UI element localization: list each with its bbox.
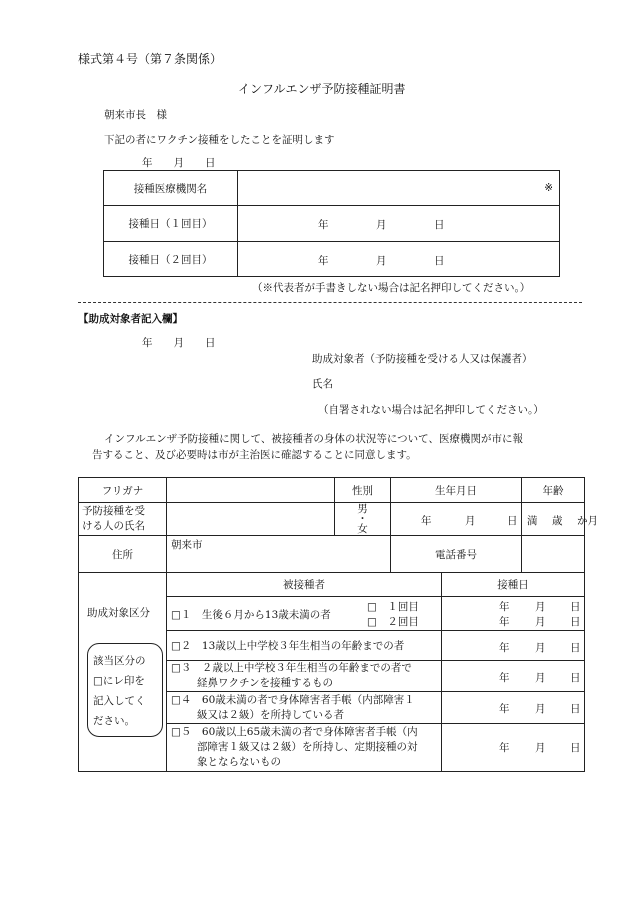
institution-label: 接種医療機関名 xyxy=(104,171,238,206)
furigana-label: フリガナ xyxy=(79,478,167,503)
consent-line-2: 告すること、及び必要時は市が主治医に確認することに同意します。 xyxy=(92,449,417,461)
sex-female[interactable]: 女 xyxy=(357,523,368,535)
category-table xyxy=(78,572,585,772)
dose1-label: 接種日（１回目） xyxy=(104,206,238,242)
dose2-checkbox[interactable]: □ ２回目 xyxy=(367,616,419,628)
vaccinee-header: 被接種者 xyxy=(167,573,442,597)
furigana-field[interactable] xyxy=(167,478,335,503)
dose2-date-field[interactable]: 年 月 日 xyxy=(238,242,560,277)
info-table xyxy=(78,477,598,573)
phone-label: 電話番号 xyxy=(391,536,522,573)
birthdate-field[interactable]: 年 月 日 xyxy=(391,503,522,536)
category-label-cell xyxy=(79,573,167,772)
category-row-1[interactable]: □１ 生後６月から13歳未満の者 □ １回目 □ ２回目 xyxy=(167,597,442,631)
sex-label: 性別 xyxy=(335,478,391,503)
instruction-text: 該当区分の □にレ印を 記入してく ださい。 xyxy=(93,655,146,727)
address-label: 住所 xyxy=(79,536,167,573)
cert-date-line: 年 月 日 xyxy=(142,157,216,169)
addressee: 朝来市長 様 xyxy=(104,109,167,121)
age-label: 年齢 xyxy=(522,478,585,503)
phone-field[interactable] xyxy=(522,536,585,573)
sex-choice[interactable]: 男 ・ 女 xyxy=(335,503,391,536)
name-label: 予防接種を受 ける人の氏名 xyxy=(79,503,167,536)
applicant-heading: 【助成対象者記入欄】 xyxy=(78,313,183,325)
form-number: 様式第４号（第７条関係） xyxy=(78,52,223,66)
birthdate-label: 生年月日 xyxy=(391,478,522,503)
category-row-4[interactable]: □４ 60歳未満の者で身体障害者手帳（内部障害１ 級又は２級）を所持している者 xyxy=(167,692,442,724)
page-title: インフルエンザ予防接種証明書 xyxy=(238,82,406,96)
institution-mark: ※ xyxy=(544,182,553,194)
sex-male[interactable]: 男 xyxy=(357,503,368,515)
cut-line xyxy=(78,302,582,303)
category-row-3-date[interactable]: 年 月 日 xyxy=(442,661,585,692)
age-field[interactable]: 満 歳 か月 xyxy=(522,503,585,536)
date-header: 接種日 xyxy=(442,573,585,597)
applicant-label: 助成対象者（予防接種を受ける人又は保護者） xyxy=(312,353,533,365)
category-row-3[interactable]: □３ ２歳以上中学校３年生相当の年齢までの者で 経鼻ワクチンを接種するもの xyxy=(167,661,442,692)
category-row-5-date[interactable]: 年 月 日 xyxy=(442,724,585,772)
category-row-5[interactable]: □５ 60歳以上65歳未満の者で身体障害者手帳（内 部障害１級又は２級）を所持し、定期接種の対 象とならないもの xyxy=(167,724,442,772)
applicant-name-label: 氏名 xyxy=(312,378,333,390)
category-row-2-date[interactable]: 年 月 日 xyxy=(442,631,585,661)
sign-note: （自署されない場合は記名押印してください。） xyxy=(318,404,544,416)
institution-field[interactable] xyxy=(238,171,560,206)
dose1-date-field[interactable]: 年 月 日 xyxy=(238,206,560,242)
category-row-1-date[interactable]: 年 月 日 年 月 日 xyxy=(442,597,585,631)
applicant-date-line: 年 月 日 xyxy=(142,337,216,349)
address-field[interactable]: 朝来市 xyxy=(167,536,391,573)
name-field[interactable] xyxy=(167,503,335,536)
category-label: 助成対象区分 xyxy=(87,607,150,619)
cert-table xyxy=(103,170,560,277)
category-row-4-date[interactable]: 年 月 日 xyxy=(442,692,585,724)
category-row-2[interactable]: □２ 13歳以上中学校３年生相当の年齢までの者 xyxy=(167,631,442,661)
dose1-checkbox[interactable]: □ １回目 xyxy=(367,601,419,613)
certify-text: 下記の者にワクチン接種をしたことを証明します xyxy=(104,134,335,146)
representative-note: （※代表者が手書きしない場合は記名押印してください。） xyxy=(252,282,531,294)
dose2-label: 接種日（２回目） xyxy=(104,242,238,277)
consent-line-1: インフルエンザ予防接種に関して、被接種者の身体の状況等について、医療機関が市に報 xyxy=(104,433,523,445)
